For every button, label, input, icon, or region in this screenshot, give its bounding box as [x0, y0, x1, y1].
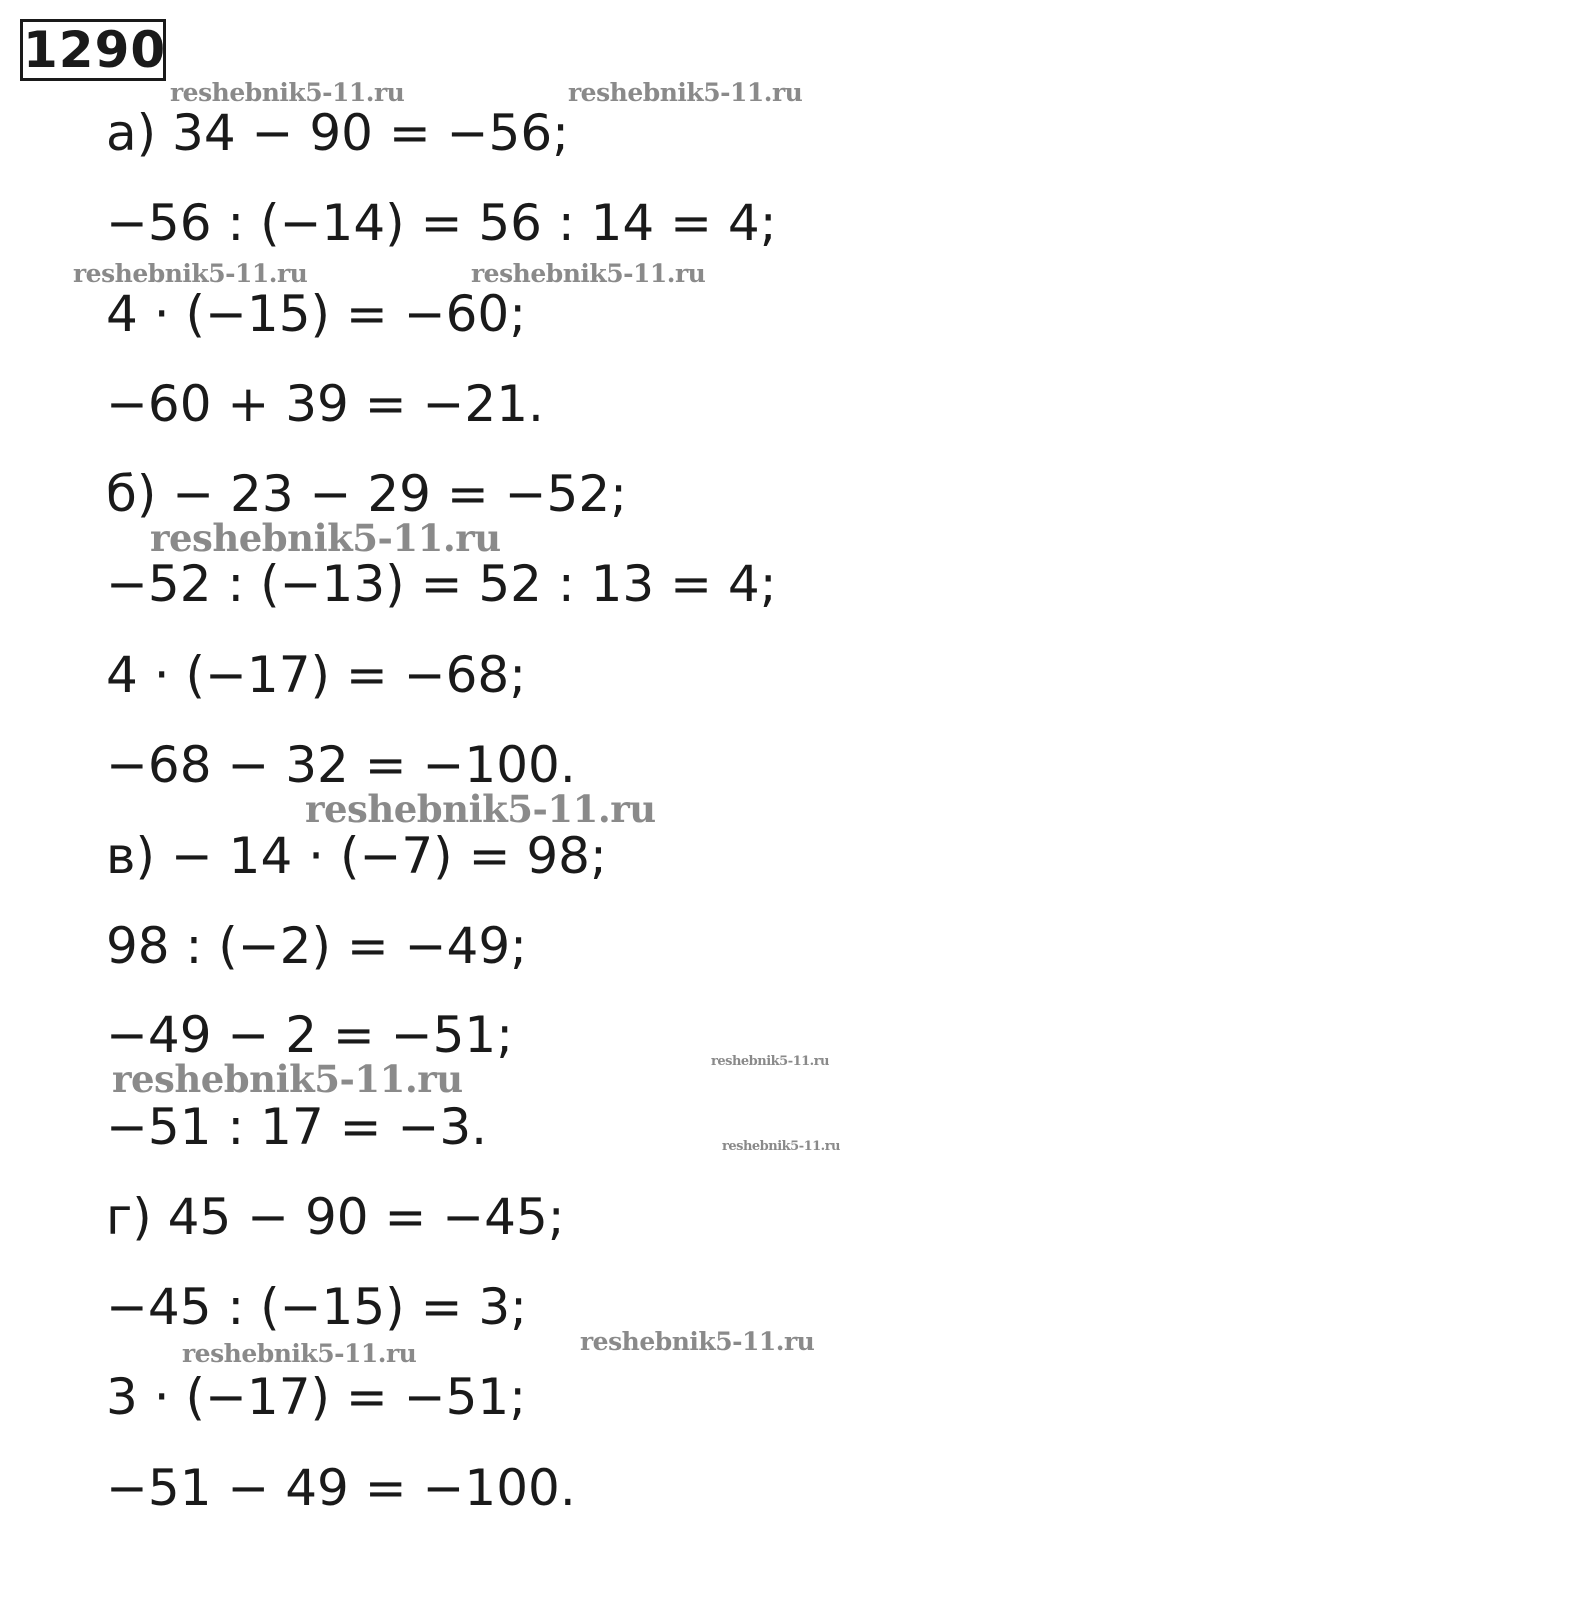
watermark: reshebnik5-11.ru — [722, 1139, 841, 1154]
solution-line: 98 : (−2) = −49; — [106, 917, 528, 975]
solution-line: −52 : (−13) = 52 : 13 = 4; — [106, 555, 777, 613]
solution-line: в) − 14 · (−7) = 98; — [106, 827, 607, 885]
watermark: reshebnik5-11.ru — [568, 78, 803, 107]
solution-line: −45 : (−15) = 3; — [106, 1278, 528, 1336]
solution-line: 4 · (−15) = −60; — [106, 285, 527, 343]
watermark: reshebnik5-11.ru — [580, 1327, 815, 1356]
watermark: reshebnik5-11.ru — [112, 1057, 463, 1101]
task-number: 1290 — [20, 19, 166, 81]
watermark: reshebnik5-11.ru — [170, 78, 405, 107]
solution-line: б) − 23 − 29 = −52; — [106, 465, 627, 523]
watermark: reshebnik5-11.ru — [471, 259, 706, 288]
solution-line: а) 34 − 90 = −56; — [106, 104, 570, 162]
solution-line: −60 + 39 = −21. — [106, 375, 544, 433]
watermark: reshebnik5-11.ru — [150, 516, 501, 560]
solution-line: 3 · (−17) = −51; — [106, 1368, 527, 1426]
solution-line: −51 − 49 = −100. — [106, 1459, 576, 1517]
solution-line: г) 45 − 90 = −45; — [106, 1188, 565, 1246]
solution-line: 4 · (−17) = −68; — [106, 646, 527, 704]
solution-line: −68 − 32 = −100. — [106, 736, 576, 794]
watermark: reshebnik5-11.ru — [73, 259, 308, 288]
watermark: reshebnik5-11.ru — [711, 1054, 830, 1069]
solution-line: −56 : (−14) = 56 : 14 = 4; — [106, 194, 777, 252]
watermark: reshebnik5-11.ru — [305, 787, 656, 831]
watermark: reshebnik5-11.ru — [182, 1339, 417, 1368]
solution-line: −49 − 2 = −51; — [106, 1006, 514, 1064]
solution-line: −51 : 17 = −3. — [106, 1098, 488, 1156]
